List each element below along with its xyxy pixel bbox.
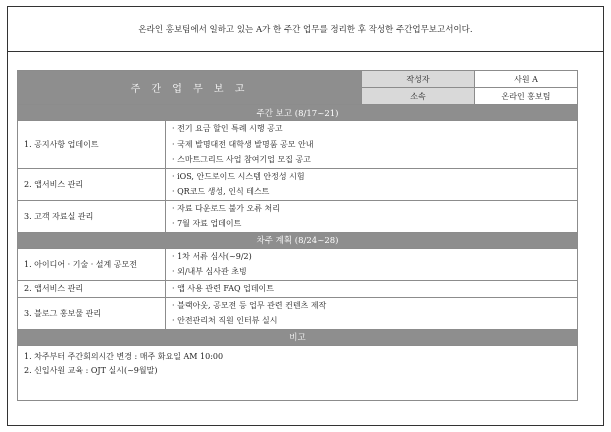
- list-item: · 7월 자료 업데이트: [172, 216, 571, 232]
- author-label: 작성자: [362, 71, 475, 88]
- remarks-header: 비고: [18, 329, 578, 345]
- weekly-items: [166, 121, 578, 169]
- next-items: [166, 280, 578, 297]
- weekly-category: 2. 앱서비스 관리: [18, 168, 166, 200]
- list-item: · 블랙아웃, 공모전 등 업무 관련 컨텐츠 제작: [172, 298, 571, 314]
- next-items: [166, 248, 578, 280]
- list-item: · 안전관리처 직원 인터뷰 실시: [172, 313, 571, 329]
- list-item: · 자료 다운로드 불가 오류 처리: [172, 201, 571, 217]
- next-category: 1. 아이디어 · 기술 · 설계 공모전: [18, 248, 166, 280]
- report-title: 주 간 업 무 보 고: [18, 71, 362, 105]
- list-item: · QR코드 생성, 인식 테스트: [172, 184, 571, 200]
- weekly-items: [166, 200, 578, 232]
- next-category: 2. 앱서비스 관리: [18, 280, 166, 297]
- weekly-report-table: [17, 70, 578, 401]
- dept-label: 소속: [362, 88, 475, 105]
- remarks-content: [18, 345, 578, 400]
- list-item: · 앱 사용 관련 FAQ 업데이트: [172, 281, 571, 297]
- remark-line: 2. 신입사원 교육 : OJT 실시(~9월말): [24, 365, 158, 375]
- next-category: 3. 블로그 홍보물 관리: [18, 297, 166, 329]
- list-item: · 전기 요금 할인 특례 시행 공고: [172, 121, 571, 137]
- author-value: 사원 A: [475, 71, 578, 88]
- remark-line: 1. 차주부터 주간회의시간 변경 : 매주 화요일 AM 10:00: [24, 351, 224, 361]
- weekly-header: 주간 보고 (8/17~21): [18, 105, 578, 121]
- weekly-items: [166, 168, 578, 200]
- next-header: 차주 계획 (8/24~28): [18, 232, 578, 248]
- weekly-category: 1. 공지사항 업데이트: [18, 121, 166, 169]
- dept-value: 온라인 홍보팀: [475, 88, 578, 105]
- next-items: [166, 297, 578, 329]
- list-item: · iOS, 안드로이드 시스템 안정성 시험: [172, 169, 571, 185]
- list-item: · 외/내부 심사관 초빙: [172, 264, 571, 280]
- intro-text: 온라인 홍보팀에서 일하고 있는 A가 한 주간 업무를 정리한 후 작성한 주간업무보고서이다.: [8, 7, 603, 52]
- weekly-category: 3. 고객 자료실 관리: [18, 200, 166, 232]
- list-item: · 국제 발명대전 대학생 발명품 공모 안내: [172, 137, 571, 153]
- list-item: · 스마트그리드 사업 참여기업 모집 공고: [172, 152, 571, 168]
- list-item: · 1차 서류 심사(~9/2): [172, 249, 571, 265]
